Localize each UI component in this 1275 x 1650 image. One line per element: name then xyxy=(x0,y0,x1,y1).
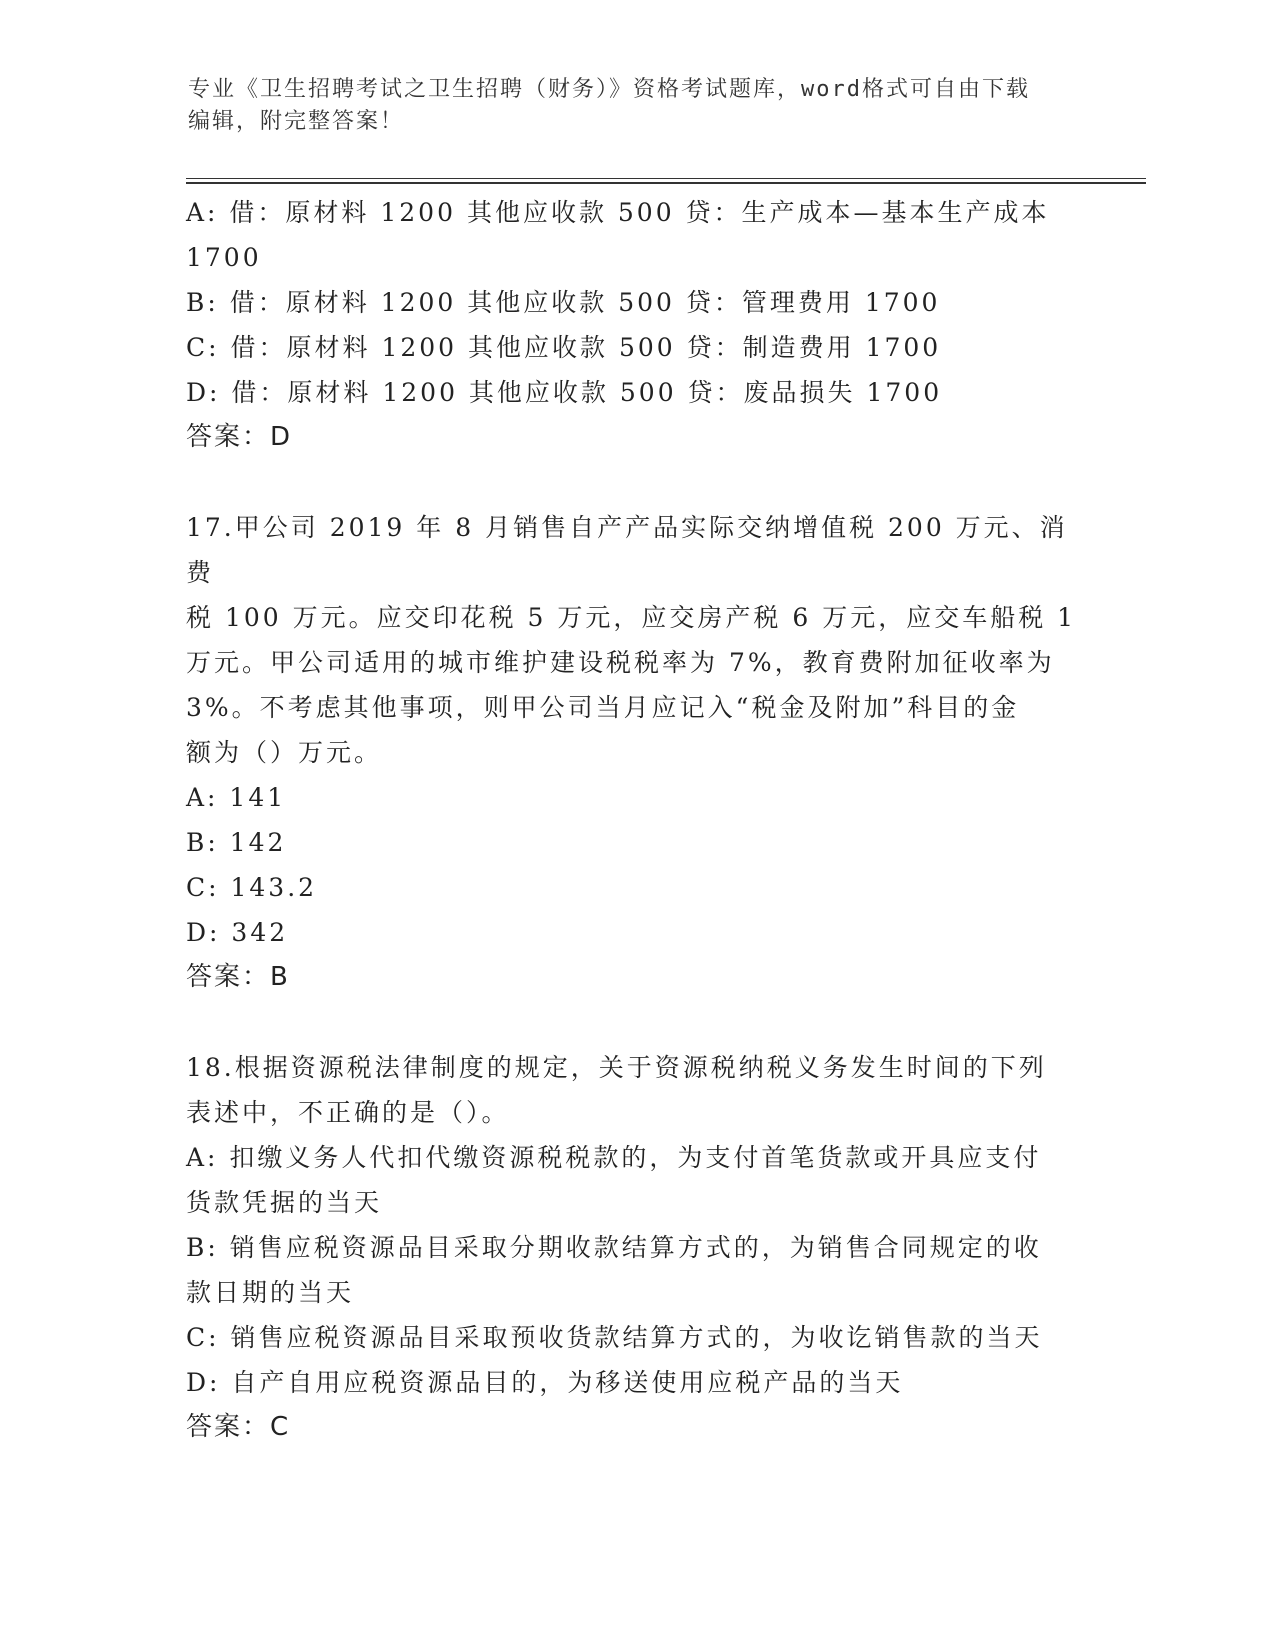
question-16-options xyxy=(186,190,1086,460)
header-divider-thick xyxy=(186,182,1146,184)
question-stem: 表述中，不正确的是（）。 xyxy=(186,1098,510,1127)
question-stem: 税 100 万元。应交印花税 5 万元，应交房产税 6 万元，应交车船税 1 xyxy=(186,603,1077,632)
question-18 xyxy=(186,1045,1086,1450)
option-c: C: 143.2 xyxy=(186,873,318,902)
question-spacer xyxy=(186,460,1086,505)
question-stem: 18.根据资源税法律制度的规定，关于资源税纳税义务发生时间的下列 xyxy=(186,1053,1047,1082)
header-line-2: 编辑，附完整答案！ xyxy=(188,109,405,134)
option-d: D: 342 xyxy=(186,918,289,947)
question-content xyxy=(186,190,1086,1450)
answer: 答案：B xyxy=(186,962,290,992)
question-stem: 额为（）万元。 xyxy=(186,738,383,767)
option-b-continued: 款日期的当天 xyxy=(186,1278,355,1307)
option-b: B: 销售应税资源品目采取分期收款结算方式的，为销售合同规定的收 xyxy=(186,1233,1042,1262)
header-divider-thin xyxy=(186,178,1146,179)
option-b: B: 借：原材料 1200 其他应收款 500 贷：管理费用 1700 xyxy=(186,288,941,317)
option-d: D: 借：原材料 1200 其他应收款 500 贷：废品损失 1700 xyxy=(186,378,943,407)
option-d: D: 自产自用应税资源品目的，为移送使用应税产品的当天 xyxy=(186,1368,904,1397)
option-a: A: 141 xyxy=(186,783,287,812)
option-a-continued: 货款凭据的当天 xyxy=(186,1188,383,1217)
option-c: C: 借：原材料 1200 其他应收款 500 贷：制造费用 1700 xyxy=(186,333,942,362)
question-spacer xyxy=(186,1000,1086,1045)
question-stem: 万元。甲公司适用的城市维护建设税税率为 7%，教育费附加征收率为 xyxy=(186,648,1055,677)
header-line-1: 专业《卫生招聘考试之卫生招聘（财务）》资格考试题库，word格式可自由下载 xyxy=(188,77,1030,102)
option-c: C: 销售应税资源品目采取预收货款结算方式的，为收讫销售款的当天 xyxy=(186,1323,1043,1352)
document-header xyxy=(188,74,1088,138)
answer: 答案：D xyxy=(186,422,293,452)
option-a: A: 借：原材料 1200 其他应收款 500 贷：生产成本—基本生产成本 xyxy=(186,198,1050,227)
option-a-continued: 1700 xyxy=(186,243,262,272)
option-a: A: 扣缴义务人代扣代缴资源税税款的，为支付首笔货款或开具应支付 xyxy=(186,1143,1042,1172)
answer: 答案：C xyxy=(186,1412,291,1442)
option-b: B: 142 xyxy=(186,828,287,857)
question-17 xyxy=(186,505,1086,1000)
question-stem: 3%。不考虑其他事项，则甲公司当月应记入“税金及附加”科目的金 xyxy=(186,693,1020,722)
question-stem: 17.甲公司 2019 年 8 月销售自产产品实际交纳增值税 200 万元、消费 xyxy=(186,513,1068,587)
